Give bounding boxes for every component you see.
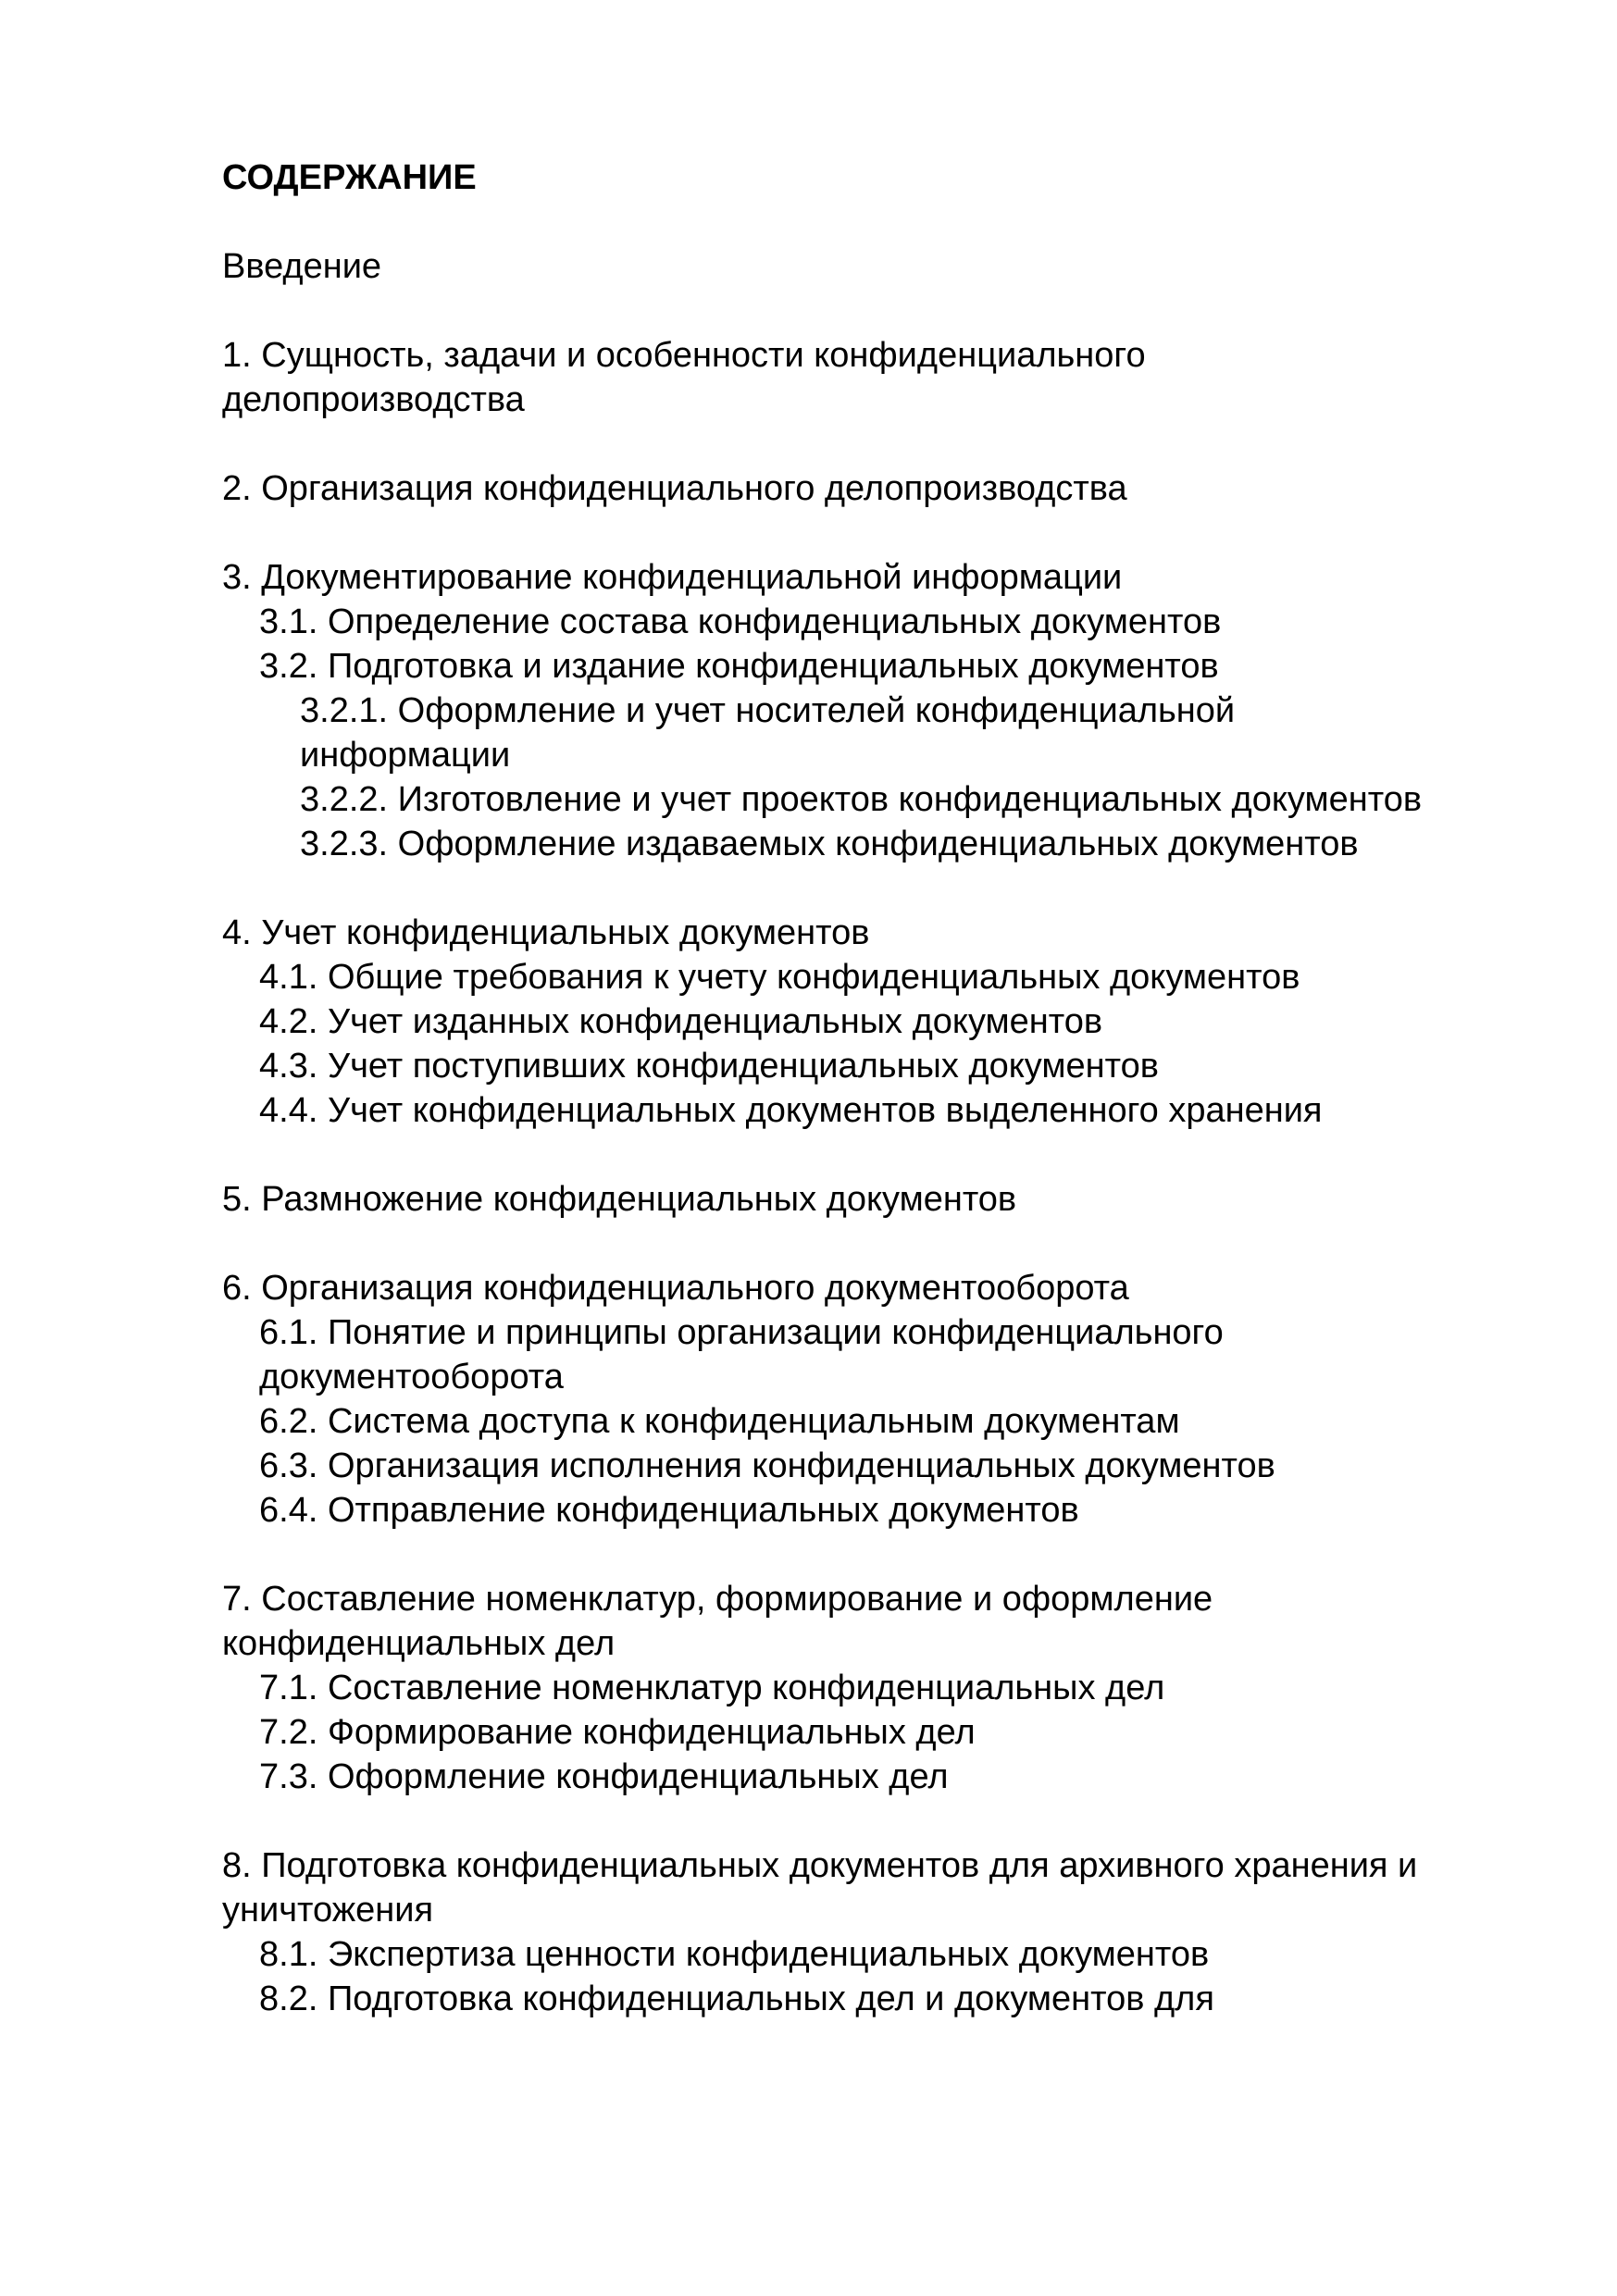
- toc-entry: 3.2.1. Оформление и учет носителей конфиденциальной информации: [300, 691, 1236, 775]
- toc-entry: 4.3. Учет поступивших конфиденциальных документов: [259, 1047, 1159, 1086]
- toc-entry: 7.3. Оформление конфиденциальных дел: [259, 1757, 949, 1796]
- toc-entry: 6.3. Организация исполнения конфиденциальных документов: [259, 1446, 1275, 1485]
- toc-entry: 4.2. Учет изданных конфиденциальных документов: [259, 1002, 1103, 1041]
- toc-entry: 3.2.2. Изготовление и учет проектов конфиденциальных документов: [300, 780, 1423, 819]
- toc-entry: 7. Составление номенклатур, формирование и оформление конфиденциальных дел: [222, 1580, 1213, 1663]
- toc-entry: 7.2. Формирование конфиденциальных дел: [259, 1713, 976, 1752]
- toc-entry: 8.1. Экспертиза ценности конфиденциальных документов: [259, 1935, 1210, 1974]
- table-of-contents: [222, 155, 1453, 2021]
- toc-title: СОДЕРЖАНИЕ: [222, 158, 477, 197]
- toc-entry: 6.1. Понятие и принципы организации конфиденциального документооборота: [259, 1313, 1224, 1396]
- toc-entry: 2. Организация конфиденциального делопроизводства: [222, 469, 1127, 508]
- toc-entry: 1. Сущность, задачи и особенности конфиденциального делопроизводства: [222, 336, 1146, 419]
- toc-entry: 4. Учет конфиденциальных документов: [222, 913, 870, 952]
- toc-entry: 8. Подготовка конфиденциальных документов для архивного хранения и уничтожения: [222, 1846, 1418, 1930]
- toc-entry: 8.2. Подготовка конфиденциальных дел и документов для: [259, 1980, 1214, 2018]
- toc-entry: 4.1. Общие требования к учету конфиденциальных документов: [259, 958, 1300, 997]
- toc-entry: 3.1. Определение состава конфиденциальных документов: [259, 602, 1222, 641]
- toc-entry: 6.2. Система доступа к конфиденциальным документам: [259, 1402, 1180, 1441]
- toc-entry: 6.4. Отправление конфиденциальных документов: [259, 1491, 1079, 1530]
- toc-entry: 4.4. Учет конфиденциальных документов выделенного хранения: [259, 1091, 1323, 1130]
- toc-entry: 3.2.3. Оформление издаваемых конфиденциальных документов: [300, 825, 1359, 863]
- toc-entry: 3. Документирование конфиденциальной информации: [222, 558, 1123, 597]
- toc-entry: 6. Организация конфиденциального документооборота: [222, 1269, 1129, 1308]
- toc-entry: 5. Размножение конфиденциальных документов: [222, 1180, 1017, 1219]
- toc-entry: 3.2. Подготовка и издание конфиденциальных документов: [259, 647, 1219, 686]
- toc-entry: Введение: [222, 247, 382, 286]
- toc-entry: 7.1. Составление номенклатур конфиденциальных дел: [259, 1669, 1165, 1707]
